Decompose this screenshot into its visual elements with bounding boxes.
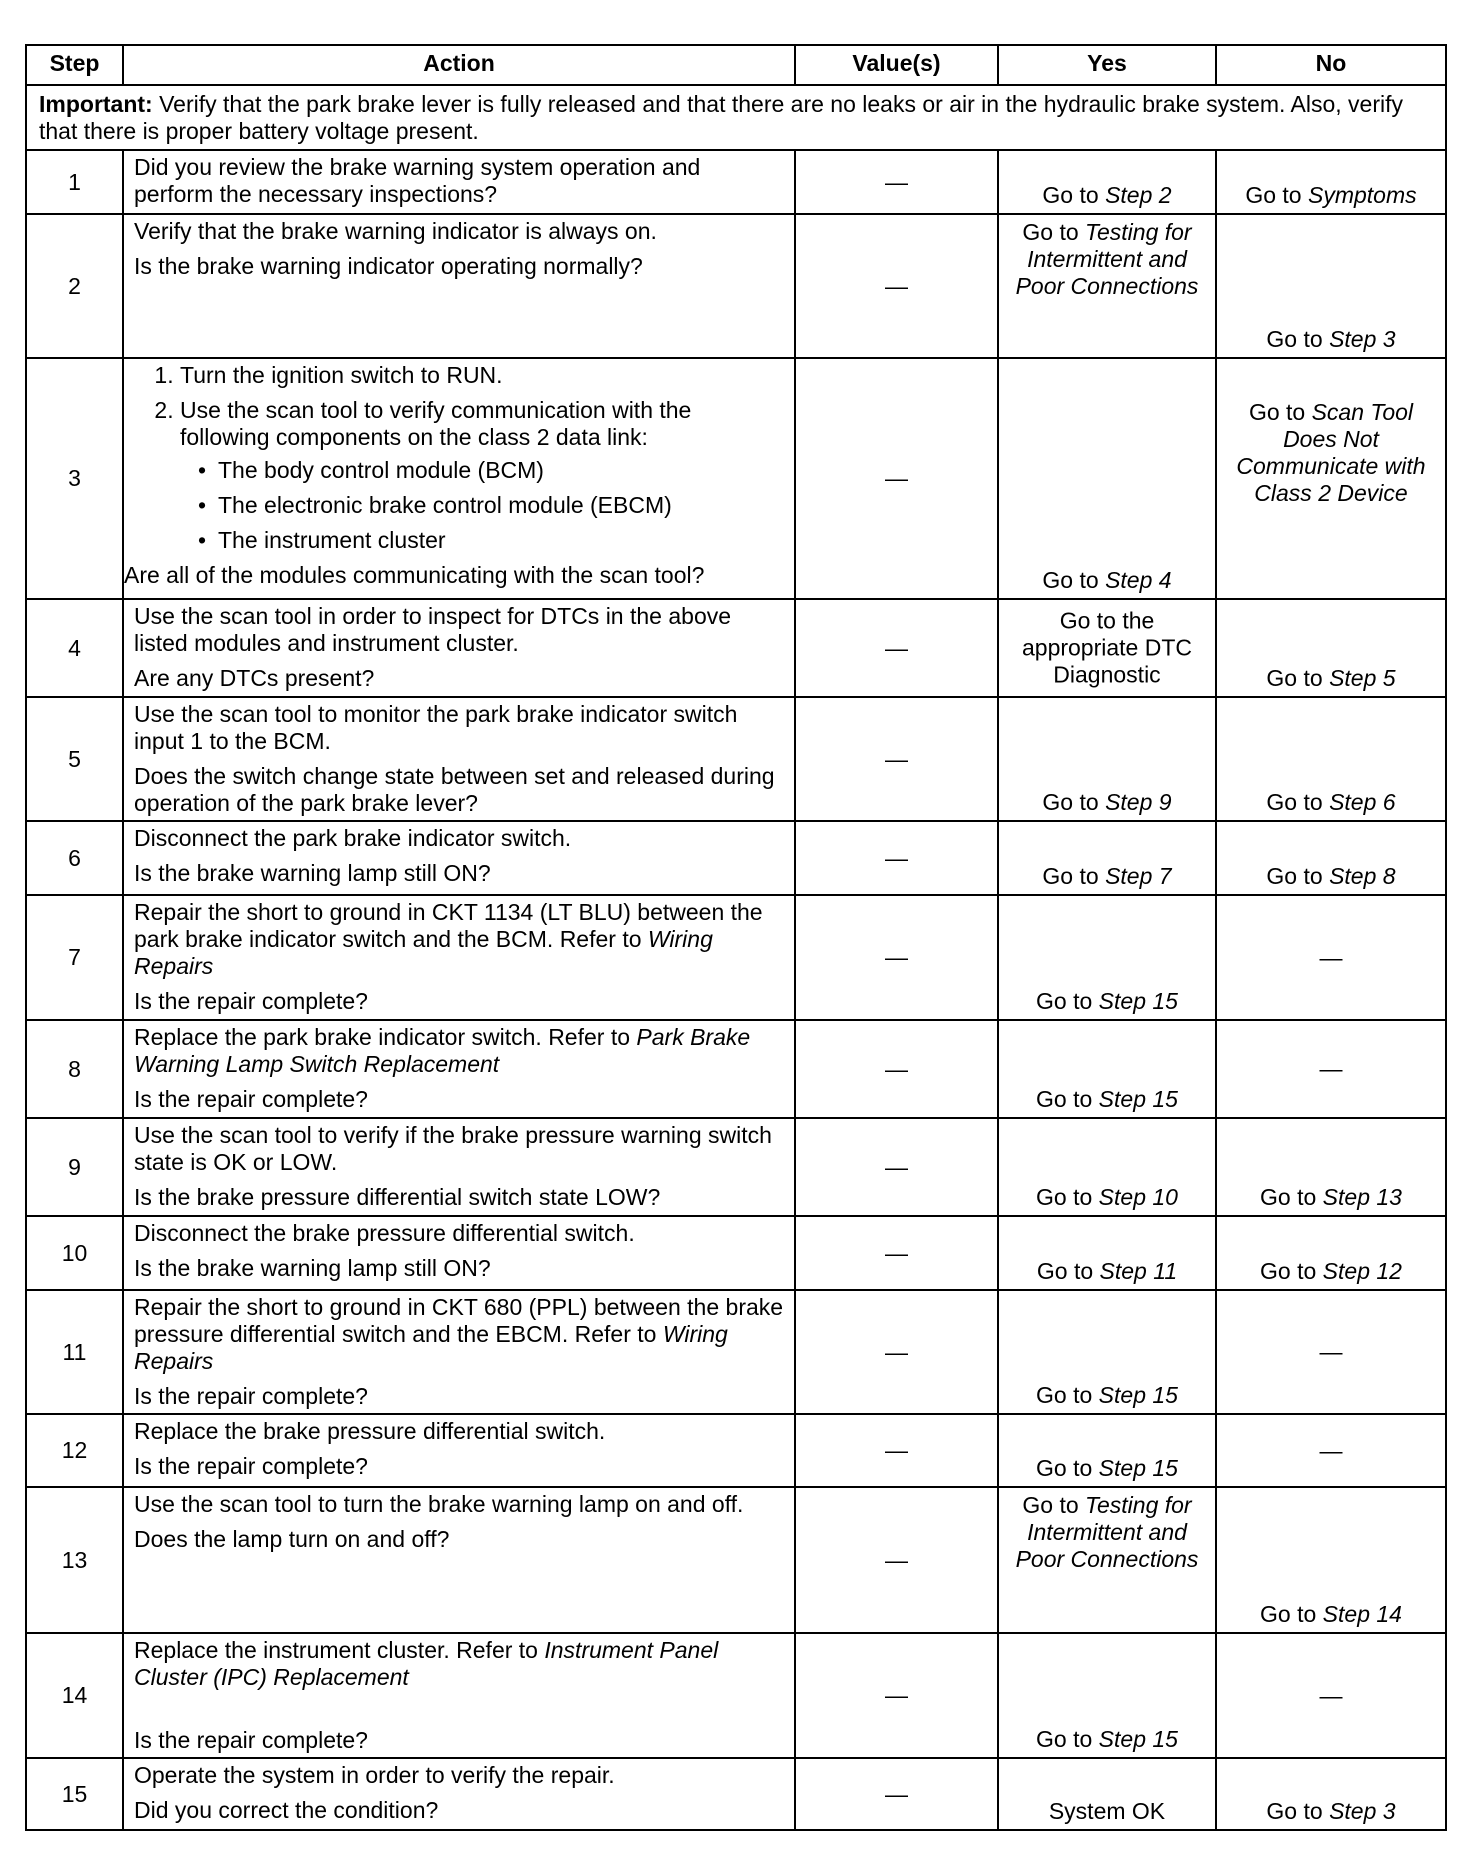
step-number: 7 [26, 895, 123, 1020]
action-question: Is the repair complete? [134, 988, 368, 1014]
no-result: Go to Step 8 [1266, 863, 1396, 889]
yes-result: Go to Step 15 [1036, 1086, 1178, 1112]
yes-cell [998, 1118, 1216, 1216]
yes-cell [998, 599, 1216, 697]
value-dash: — [885, 634, 908, 661]
value-dash: — [885, 1239, 908, 1266]
step-number: 12 [26, 1414, 123, 1487]
action-question: Is the repair complete? [134, 1383, 368, 1409]
table-row [26, 214, 1446, 358]
no-result: Go to Step 13 [1260, 1184, 1402, 1210]
step-number: 1 [26, 150, 123, 214]
action-text: Use the scan tool in order to inspect for DTCs in the above listed modules and instrument cluster. [134, 603, 732, 656]
yes-cell [998, 1020, 1216, 1118]
no-result: Go to Step 3 [1266, 1798, 1396, 1824]
no-result: — [1319, 1338, 1343, 1365]
action-text: Disconnect the park brake indicator switch. [134, 825, 572, 851]
list-item: 2. Use the scan tool to verify communication with the following components on the class 2 data link: • The body control module (BCM) • The electronic brake control module (EBCM) • The instrument cluster [180, 397, 784, 554]
no-cell [1216, 895, 1446, 1020]
yes-result: Go to Step 15 [1036, 1455, 1178, 1481]
no-cell [1216, 1020, 1446, 1118]
table-row [26, 821, 1446, 895]
step-number: 13 [26, 1487, 123, 1633]
table-row [26, 1216, 1446, 1290]
no-cell [1216, 1633, 1446, 1758]
action-question: Is the brake pressure differential switch state LOW? [134, 1184, 661, 1210]
component-bullets [180, 457, 784, 554]
yes-cell [998, 1216, 1216, 1290]
action-question: Did you correct the condition? [134, 1797, 439, 1823]
yes-cell [998, 214, 1216, 358]
header-step: Step [26, 45, 123, 85]
no-cell [1216, 1487, 1446, 1633]
no-cell [1216, 150, 1446, 214]
no-cell [1216, 1118, 1446, 1216]
step-number: 9 [26, 1118, 123, 1216]
action-cell [123, 150, 795, 214]
value-dash: — [885, 745, 908, 772]
no-result: — [1319, 944, 1343, 970]
important-text: Verify that the park brake lever is fully released and that there are no leaks or air in the hydraulic brake system. Also, verify that there is proper battery voltage present. [39, 91, 1403, 144]
step-number: 3 [26, 358, 123, 599]
yes-result: Go to Step 7 [1042, 863, 1172, 889]
value-dash: — [885, 168, 908, 195]
value-cell [795, 358, 998, 599]
table-row [26, 1487, 1446, 1633]
important-row [26, 85, 1446, 150]
yes-result: Go to the appropriate DTC Diagnostic [1021, 607, 1193, 688]
value-cell [795, 1487, 998, 1633]
action-question: Are any DTCs present? [134, 665, 375, 691]
yes-result: Go to Step 11 [1036, 1258, 1178, 1284]
no-result: Go to Scan Tool Does Not Communicate with Class 2 Device [1236, 399, 1426, 506]
table-row [26, 150, 1446, 214]
action-text: Use the scan tool to verify if the brake pressure warning switch state is OK or LOW. [134, 1122, 772, 1175]
action-text: Disconnect the brake pressure differential switch. [134, 1220, 635, 1246]
table-row [26, 1020, 1446, 1118]
table-row [26, 1633, 1446, 1758]
step-number: 5 [26, 697, 123, 821]
step-number: 4 [26, 599, 123, 697]
value-cell [795, 1414, 998, 1487]
action-text: Repair the short to ground in CKT 1134 (LT BLU) between the park brake indicator switch and the BCM. Refer to Wiring Repairs [134, 899, 763, 979]
no-cell [1216, 1290, 1446, 1414]
action-question: Does the lamp turn on and off? [134, 1526, 450, 1552]
no-result: Go to Step 14 [1260, 1601, 1402, 1627]
header-action: Action [123, 45, 795, 85]
no-cell [1216, 697, 1446, 821]
no-cell [1216, 358, 1446, 599]
yes-result: Go to Step 10 [1036, 1184, 1178, 1210]
action-text: Replace the brake pressure differential switch. [134, 1418, 606, 1444]
action-cell [123, 821, 795, 895]
value-dash: — [885, 1338, 908, 1365]
no-result: — [1319, 1055, 1343, 1082]
yes-cell [998, 1414, 1216, 1487]
yes-result: Go to Testing for Intermittent and Poor Connections [1015, 1492, 1199, 1572]
yes-cell [998, 697, 1216, 821]
header-yes: Yes [998, 45, 1216, 85]
action-cell [123, 1118, 795, 1216]
no-cell [1216, 1414, 1446, 1487]
action-cell [123, 697, 795, 821]
yes-cell [998, 1487, 1216, 1633]
yes-cell [998, 150, 1216, 214]
action-text: Operate the system in order to verify the repair. [134, 1762, 615, 1788]
step-number: 6 [26, 821, 123, 895]
table-row [26, 1290, 1446, 1414]
header-values: Value(s) [795, 45, 998, 85]
no-cell [1216, 1758, 1446, 1830]
important-note [26, 85, 1446, 150]
action-text: Verify that the brake warning indicator is always on. [134, 218, 657, 244]
action-question: Is the repair complete? [134, 1453, 368, 1479]
value-cell [795, 1118, 998, 1216]
action-cell [123, 1216, 795, 1290]
no-result: Go to Step 12 [1260, 1258, 1402, 1284]
action-text: Replace the instrument cluster. Refer to Instrument Panel Cluster (IPC) Replacement [134, 1637, 719, 1690]
important-label: Important: [39, 91, 153, 117]
value-cell [795, 599, 998, 697]
step-number: 14 [26, 1633, 123, 1758]
value-cell [795, 1290, 998, 1414]
value-dash: — [885, 1055, 908, 1082]
value-dash: — [885, 1437, 908, 1463]
no-cell [1216, 599, 1446, 697]
value-dash: — [885, 1546, 908, 1573]
value-dash: — [885, 1682, 908, 1708]
no-cell [1216, 821, 1446, 895]
header-row [26, 45, 1446, 85]
action-cell [123, 599, 795, 697]
action-steps-list [134, 362, 784, 554]
action-question: Is the repair complete? [134, 1727, 368, 1753]
bullet-item: • The electronic brake control module (EBCM) [218, 492, 784, 519]
yes-result: Go to Step 15 [1036, 1726, 1178, 1752]
action-text: Repair the short to ground in CKT 680 (PPL) between the brake pressure differential switch and the EBCM. Refer to Wiring Repairs [134, 1294, 784, 1374]
action-question: Is the brake warning lamp still ON? [134, 1255, 491, 1281]
action-cell [123, 1758, 795, 1830]
bullet-item: • The body control module (BCM) [218, 457, 784, 484]
action-cell [123, 1487, 795, 1633]
action-cell [123, 1414, 795, 1487]
table-row [26, 1758, 1446, 1830]
bullet-item: • The instrument cluster [218, 527, 784, 554]
action-question: Is the brake warning lamp still ON? [134, 860, 491, 886]
yes-cell [998, 821, 1216, 895]
value-cell [795, 214, 998, 358]
yes-result: Go to Step 9 [1042, 789, 1172, 815]
no-cell [1216, 1216, 1446, 1290]
value-cell [795, 1758, 998, 1830]
yes-result: Go to Step 4 [1042, 567, 1172, 593]
action-text: Use the scan tool to turn the brake warning lamp on and off. [134, 1491, 744, 1517]
no-result: Go to Step 3 [1266, 326, 1396, 352]
no-result: Go to Step 5 [1266, 665, 1396, 691]
step-number: 15 [26, 1758, 123, 1830]
action-cell [123, 1290, 795, 1414]
yes-cell [998, 895, 1216, 1020]
table-row [26, 599, 1446, 697]
value-cell [795, 150, 998, 214]
yes-cell [998, 1758, 1216, 1830]
table-row [26, 358, 1446, 599]
yes-result: Go to Step 15 [1036, 988, 1178, 1014]
no-result: — [1319, 1682, 1343, 1708]
value-cell [795, 1020, 998, 1118]
value-dash: — [885, 272, 908, 299]
table-row [26, 697, 1446, 821]
no-result: Go to Step 6 [1266, 789, 1396, 815]
action-cell [123, 358, 795, 599]
value-dash: — [885, 844, 908, 871]
yes-cell [998, 358, 1216, 599]
action-cell [123, 895, 795, 1020]
action-cell [123, 1020, 795, 1118]
value-dash: — [885, 465, 908, 491]
value-cell [795, 821, 998, 895]
value-dash: — [885, 944, 908, 970]
no-result: Go to Symptoms [1245, 182, 1417, 208]
yes-result: Go to Testing for Intermittent and Poor Connections [1015, 219, 1199, 299]
yes-result: Go to Step 2 [1042, 182, 1172, 208]
value-dash: — [885, 1780, 908, 1807]
value-cell [795, 1216, 998, 1290]
table-row [26, 1414, 1446, 1487]
action-cell [123, 1633, 795, 1758]
step-number: 2 [26, 214, 123, 358]
yes-cell [998, 1290, 1216, 1414]
yes-result: Go to Step 15 [1036, 1382, 1178, 1408]
no-result: — [1319, 1437, 1343, 1463]
action-cell [123, 214, 795, 358]
table-row [26, 895, 1446, 1020]
step-number: 10 [26, 1216, 123, 1290]
step-number: 11 [26, 1290, 123, 1414]
action-question: Does the switch change state between set and released during operation of the park brake lever? [134, 763, 775, 816]
action-question: Is the repair complete? [134, 1086, 368, 1112]
action-text: Use the scan tool to monitor the park brake indicator switch input 1 to the BCM. [134, 701, 738, 754]
list-item: 1. Turn the ignition switch to RUN. [180, 362, 784, 389]
table-row [26, 1118, 1446, 1216]
no-cell [1216, 214, 1446, 358]
value-dash: — [885, 1153, 908, 1180]
action-question: Are all of the modules communicating with the scan tool? [124, 562, 705, 588]
value-cell [795, 697, 998, 821]
yes-cell [998, 1633, 1216, 1758]
action-text: Replace the park brake indicator switch. Refer to Park Brake Warning Lamp Switch Replacement [134, 1024, 751, 1077]
value-cell [795, 895, 998, 1020]
step-number: 8 [26, 1020, 123, 1118]
diagnostic-table [25, 44, 1447, 1831]
action-question: Is the brake warning indicator operating normally? [134, 253, 643, 279]
action-text: Did you review the brake warning system operation and perform the necessary inspections? [134, 154, 701, 207]
yes-result: System OK [1048, 1798, 1166, 1824]
header-no: No [1216, 45, 1446, 85]
value-cell [795, 1633, 998, 1758]
